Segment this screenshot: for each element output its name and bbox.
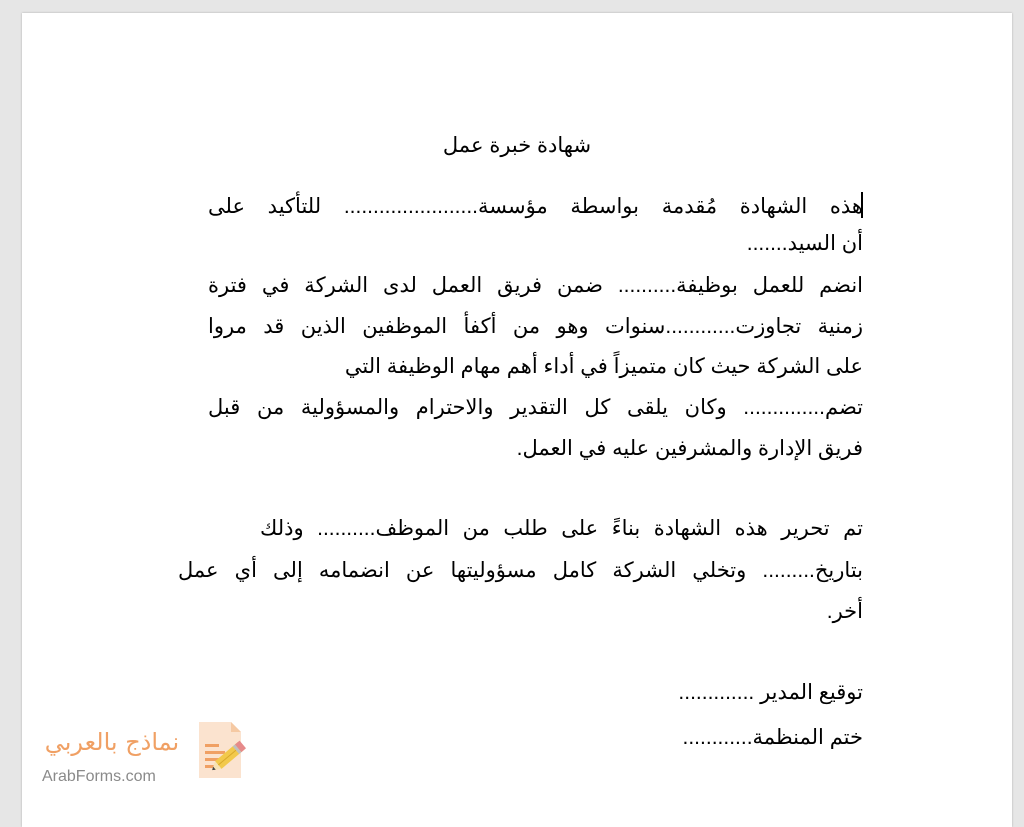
paragraph-line-1[interactable]: هذه الشهادة مُقدمة بواسطة مؤسسة....................... للتأكيد على bbox=[208, 195, 863, 218]
document-title: شهادة خبرة عمل bbox=[442, 134, 592, 157]
paragraph-line-8[interactable]: تم تحرير هذه الشهادة بناءً على طلب من الموظف.......... وذلك bbox=[260, 517, 863, 540]
paragraph-line-9[interactable]: بتاريخ......... وتخلي الشركة كامل مسؤوليتها عن انضمامه إلى أي عمل bbox=[178, 559, 863, 582]
paragraph-line-6[interactable]: تضم.............. وكان يلقى كل التقدير والاحترام والمسؤولية من قبل bbox=[208, 396, 863, 419]
pencil-document-icon bbox=[193, 720, 249, 782]
paragraph-line-4[interactable]: زمنية تجاوزت............سنوات وهو من أكفأ الموظفين الذين قد مروا bbox=[208, 315, 863, 338]
logo-latin-text: ArabForms.com bbox=[42, 768, 156, 785]
paragraph-line-3[interactable]: انضم للعمل بوظيفة.......... ضمن فريق العمل لدى الشركة في فترة bbox=[208, 274, 863, 297]
paragraph-line-7[interactable]: فريق الإدارة والمشرفين عليه في العمل. bbox=[516, 437, 863, 460]
paragraph-line-2[interactable]: أن السيد....... bbox=[746, 232, 863, 255]
paragraph-line-10[interactable]: أخر. bbox=[826, 600, 863, 623]
arabforms-logo bbox=[30, 718, 255, 793]
paragraph-line-5[interactable]: على الشركة حيث كان متميزاً في أداء أهم مهام الوظيفة التي bbox=[344, 355, 863, 378]
logo-arabic-text: نماذج بالعربي bbox=[44, 728, 180, 756]
organization-seal-line[interactable]: ختم المنظمة............ bbox=[682, 726, 863, 749]
manager-signature-line[interactable]: توقيع المدير ............. bbox=[678, 681, 863, 704]
